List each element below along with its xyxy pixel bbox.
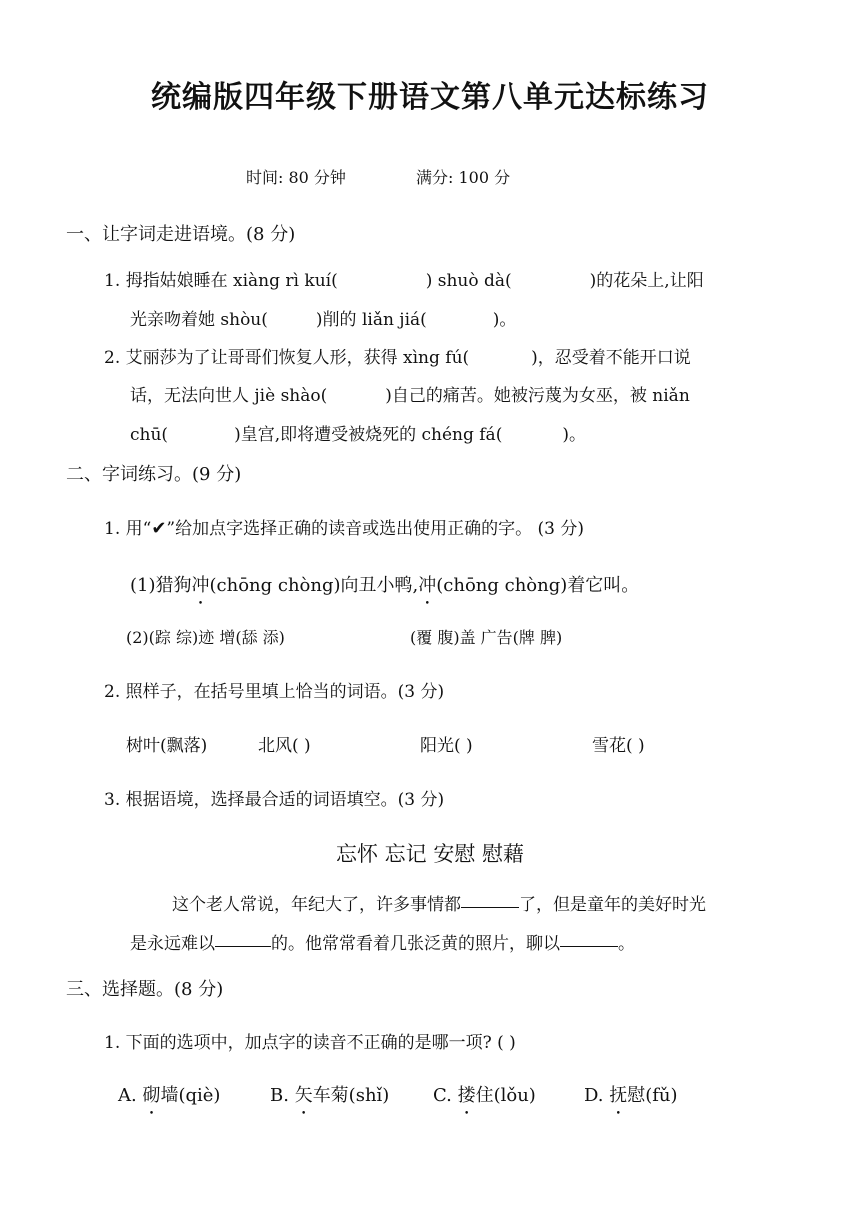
s2-q1-instruction: 1. 用“✔”给加点字选择正确的读音或选出使用正确的字。 (3 分): [104, 518, 584, 539]
s1-q1-line1: 1. 拇指姑娘睡在 xiàng rì kuí( ) shuò dà( )的花朵上,让阳: [104, 271, 704, 291]
s3-q1-option-d: D. 抚慰(fǔ): [584, 1085, 678, 1106]
s3-q1-option-a: A. 砌墙(qiè): [118, 1085, 221, 1106]
s1-q1-line2: 光亲吻着她 shòu( )削的 liǎn jiá( )。: [130, 310, 517, 330]
s1-q2-line1: 2. 艾丽莎为了让哥哥们恢复人形，获得 xìng fú( )，忍受着不能开口说: [104, 348, 691, 368]
s2-q3-paragraph-line1: 这个老人常说，年纪大了，许多事情都 了，但是童年的美好时光: [172, 895, 706, 915]
exam-score: 满分: 100 分: [416, 168, 511, 187]
s2-q2-instruction: 2. 照样子，在括号里填上恰当的词语。(3 分): [104, 682, 445, 702]
section-3-heading: 三、选择题。(8 分): [66, 979, 224, 1000]
section-1-heading: 一、让字词走进语境。(8 分): [66, 224, 296, 245]
page-title: 统编版四年级下册语文第八单元达标练习: [151, 80, 709, 115]
checkmark-icon: ✔: [151, 518, 167, 539]
s3-q1-option-b: B. 矢车菊(shǐ): [270, 1085, 390, 1106]
s3-q1-question: 1. 下面的选项中，加点字的读音不正确的是哪一项? ( ): [104, 1033, 516, 1053]
s1-q2-line2: 话，无法向世人 jiè shào( )自己的痛苦。她被污蔑为女巫，被 niǎn: [130, 386, 690, 406]
exam-time: 时间: 80 分钟: [246, 168, 346, 187]
s2-q1-item2b: (覆 腹)盖 广告(牌 脾): [410, 628, 563, 647]
s3-q1-option-c: C. 搂住(lǒu): [433, 1085, 536, 1106]
s2-q2-example: 树叶(飘落): [126, 736, 208, 756]
s2-q3-paragraph-line2: 是永远难以 的。他常常看着几张泛黄的照片，聊以 。: [130, 934, 635, 954]
s2-q3-word-bank: 忘怀 忘记 安慰 慰藉: [335, 842, 525, 866]
s2-q2-blank-2: 阳光( ): [420, 736, 473, 756]
section-2-heading: 二、字词练习。(9 分): [66, 464, 242, 485]
s2-q1-item1: (1)猎狗冲(chōng chòng)向丑小鸭,冲(chōng chòng)着它叫。: [130, 575, 640, 596]
s2-q2-blank-3: 雪花( ): [592, 736, 645, 756]
s1-q2-line3: chū( )皇宫,即将遭受被烧死的 chéng fá( )。: [130, 425, 586, 445]
s2-q3-instruction: 3. 根据语境，选择最合适的词语填空。(3 分): [104, 790, 445, 810]
s2-q1-item2a: (2)(踪 综)迹 增(舔 添): [126, 628, 285, 647]
s2-q2-blank-1: 北风( ): [258, 736, 311, 756]
